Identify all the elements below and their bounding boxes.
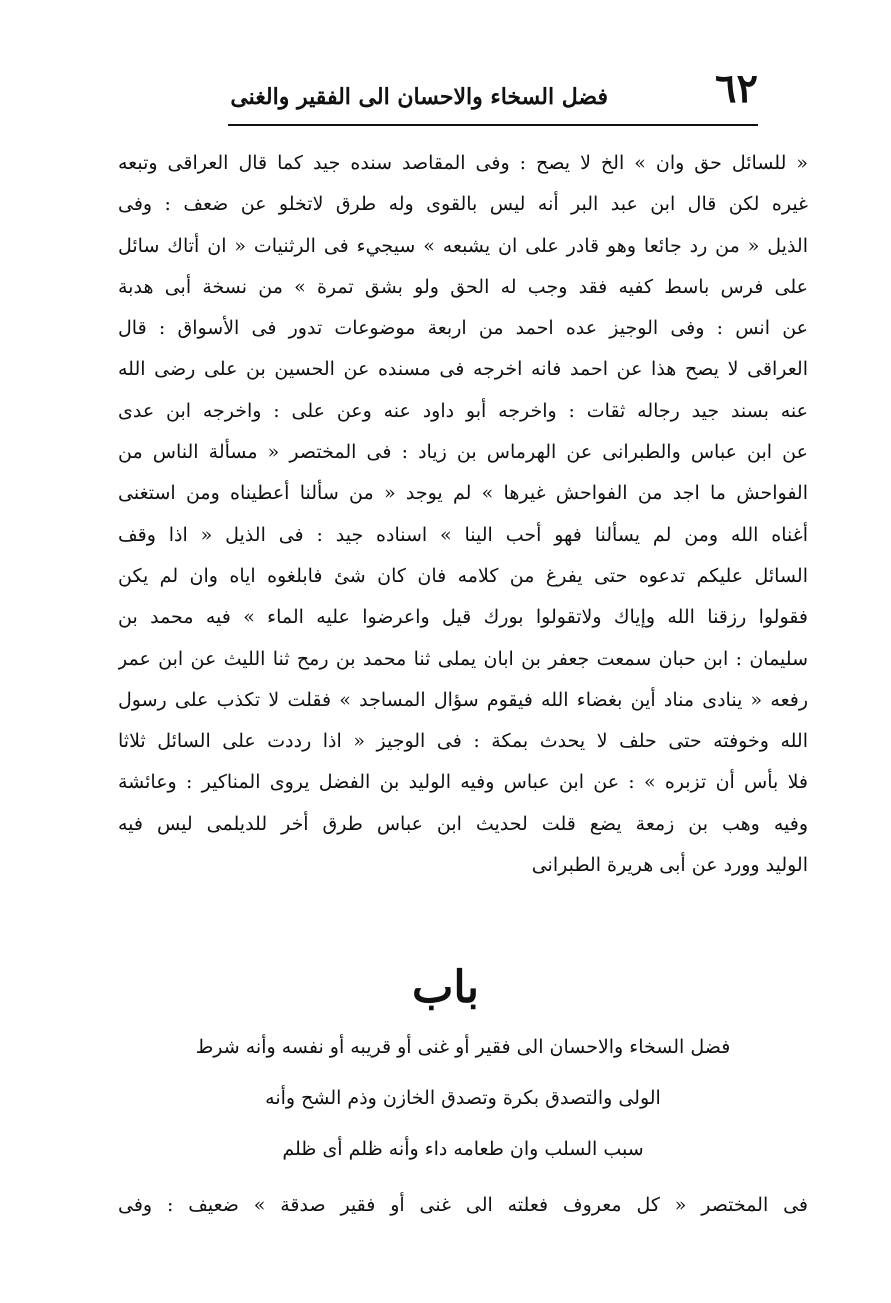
subtitle-line: الولى والتصدق بكرة وتصدق الخازن وذم الشح وأنه (265, 1087, 661, 1109)
text-line: فلا بأس أن تزبره » : عن ابن عباس وفيه الوليد بن الفضل يروى المناكير : وعائشة (118, 771, 808, 794)
text-line: رفعه « ينادى مناد أين بغضاء الله فيقوم سؤال المساجد » فقلت لا تكذب على رسول (118, 688, 808, 711)
text-line: الوليد وورد عن أبى هريرة الطبرانى (531, 854, 808, 877)
text-line: عن ابن عباس والطبرانى عن الهرماس بن زياد : فى المختصر « مسألة الناس من (118, 441, 808, 464)
page-number: ٦٢ (715, 65, 758, 112)
text-line: فقولوا رزقنا الله وإياك ولاتقولوا بورك قيل واعرضوا عليه الماء » فيه محمد بن (118, 606, 808, 629)
text-line: الله وخوفته حتى حلف لا يحدث بمكة : فى الوجيز « اذا رددت على السائل ثلاثا (118, 730, 808, 753)
chapter-heading: باب (411, 962, 480, 1013)
text-line: العراقى لا يصح هذا عن احمد فانه اخرجه فى مسنده عن الحسين بن على رضى الله (118, 358, 808, 381)
text-line: « للسائل حق وان » الخ لا يصح : وفى المقاصد سنده جيد كما قال العراقى وتبعه (118, 152, 808, 174)
text-line: الفواحش ما اجد من الفواحش غيرها » لم يوجد « من سألنا أعطيناه ومن استغنى (118, 482, 808, 505)
text-line: الذيل « من رد جائعا وهو قادر على ان يشبعه » سيجيء فى الرثنيات « ان أتاك سائل (118, 234, 808, 257)
text-line: على فرس باسط كفيه فقد وجب له الحق ولو بشق تمرة » من نسخة أبى هدبة (118, 275, 808, 298)
text-line: عنه بسند جيد رجاله ثقات : واخرجه أبو داود عنه وعن على : واخرجه ابن عدى (118, 399, 808, 422)
header-rule (228, 124, 758, 126)
text-line: فى المختصر « كل معروف فعلته الى غنى أو فقير صدقة » ضعيف : وفى (118, 1194, 808, 1216)
page-header (228, 65, 758, 120)
text-line: وفيه وهب بن زمعة يضع قلت لحديث ابن عباس طرق أخر للديلمى ليس فيه (118, 812, 808, 835)
text-line: عن انس : وفى الوجيز عده احمد من اربعة موضوعات تدور فى الأسواق : قال (118, 317, 808, 340)
running-head: فضل السخاء والاحسان الى الفقير والغنى (230, 84, 608, 110)
text-line: أغناه الله ومن لم يسألنا فهو أحب الينا » اسناده جيد : فى الذيل « اذا وقف (118, 523, 808, 546)
body-text (118, 143, 808, 886)
text-line: سليمان : ابن حبان سمعت جعفر بن ابان يملى ثنا محمد بن رمح ثنا الليث عن ابن عمر (118, 647, 808, 670)
text-line: السائل عليكم تدعوه حتى يفرغ من كلامه فان كان شئ فابلغوه اياه وان لم يكن (118, 564, 808, 587)
text-line: غيره لكن قال ابن عبد البر أنه ليس بالقوى وله طرق لاتخلو عن ضعف : وفى (118, 193, 808, 216)
subtitle-line: سبب السلب وان طعامه داء وأنه ظلم أى ظلم (282, 1138, 644, 1160)
subtitle-line: فضل السخاء والاحسان الى فقير أو غنى أو قريبه أو نفسه وأنه شرط (195, 1036, 731, 1058)
chapter-subtitle (118, 1022, 808, 1175)
